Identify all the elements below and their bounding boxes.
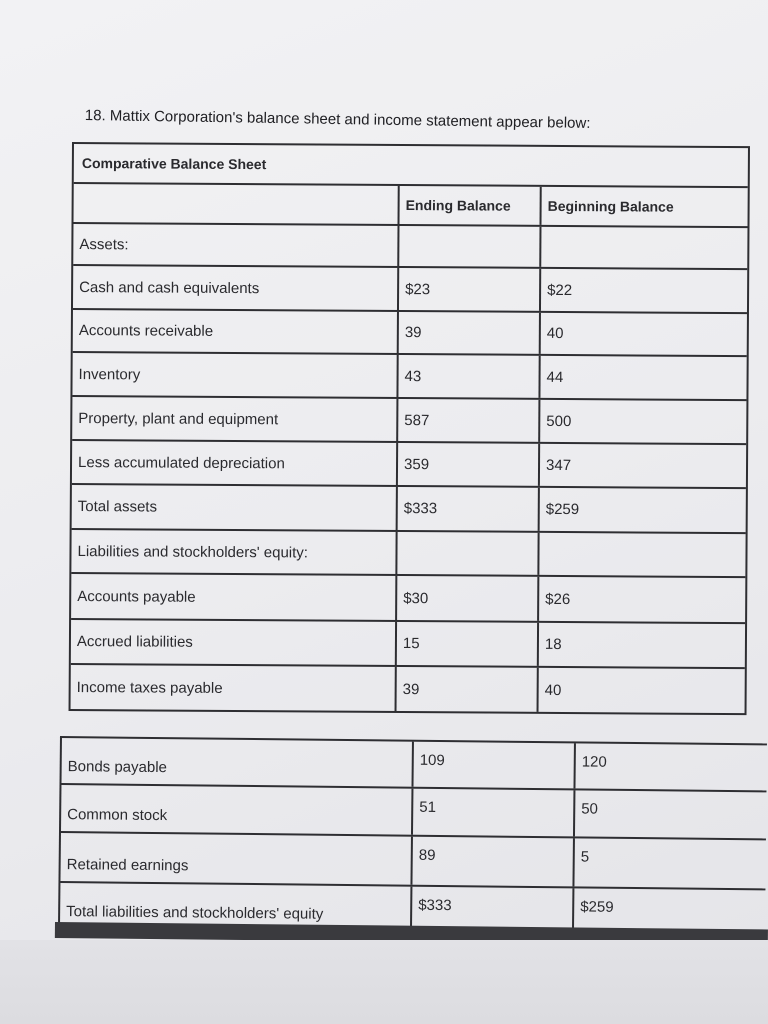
ending-value: 109	[413, 742, 575, 789]
row-label: Inventory	[72, 353, 398, 397]
beginning-value: $22	[547, 281, 573, 299]
ending-value: 359	[398, 443, 540, 486]
ending-value	[397, 532, 539, 575]
row-label: Property, plant and equipment	[72, 397, 398, 441]
row-label: Total liabilities and stockholders' equity	[60, 883, 412, 932]
table-row	[72, 353, 746, 401]
ending-value: $23	[399, 268, 541, 311]
row-label: Accounts payable	[71, 574, 397, 620]
beginning-value: 50	[581, 800, 599, 818]
table-row	[71, 665, 745, 713]
table-row	[71, 574, 745, 624]
ending-value: 587	[398, 399, 540, 442]
table-row	[72, 485, 746, 534]
beginning-value: 5	[580, 848, 590, 866]
ending-value: 15	[397, 622, 539, 666]
row-label: Accounts receivable	[73, 310, 399, 353]
row-label: Bonds payable	[62, 738, 414, 787]
ending-value: $333	[398, 487, 540, 531]
row-label: Retained earnings	[60, 833, 412, 885]
ending-value: 39	[399, 312, 541, 354]
ending-value: 43	[398, 355, 540, 398]
row-label: Less accumulated depreciation	[72, 441, 398, 485]
table-row	[61, 738, 766, 792]
paper-bottom-area	[0, 940, 768, 1024]
balance-sheet-table-continued	[58, 736, 767, 937]
beginning-value: 18	[544, 635, 562, 654]
header-cell: Beginning Balance	[547, 197, 674, 215]
beginning-value	[541, 227, 747, 268]
table-row	[73, 310, 747, 357]
beginning-value: $259	[580, 898, 614, 916]
table-row	[73, 266, 747, 314]
table-row	[71, 620, 745, 669]
ending-value: $30	[397, 576, 539, 621]
table-row	[72, 397, 746, 445]
header-row	[73, 184, 747, 228]
table-row	[60, 833, 765, 890]
table-caption: Comparative Balance Sheet	[74, 144, 748, 188]
ending-value	[399, 226, 541, 267]
header-cell	[74, 184, 400, 224]
beginning-value: 120	[581, 753, 607, 771]
ending-value: 51	[413, 789, 575, 837]
beginning-value: 500	[546, 412, 572, 430]
beginning-value: $259	[545, 500, 580, 519]
beginning-value: $26	[545, 590, 571, 608]
beginning-value: 347	[545, 456, 572, 474]
table-row	[61, 785, 766, 840]
beginning-value: 40	[544, 681, 562, 699]
row-label: Assets:	[73, 224, 399, 266]
table-row	[72, 441, 746, 489]
row-label: Common stock	[61, 785, 413, 835]
header-cell: Ending Balance	[400, 186, 542, 225]
table-row	[71, 530, 745, 578]
beginning-value: 40	[546, 324, 564, 343]
table-row	[73, 224, 747, 270]
row-label: Income taxes payable	[71, 665, 397, 711]
beginning-value: 44	[546, 368, 564, 386]
row-label: Accrued liabilities	[71, 620, 397, 665]
row-label: Cash and cash equivalents	[73, 266, 399, 310]
ending-value: $333	[412, 887, 574, 934]
row-label: Total assets	[72, 485, 398, 530]
ending-value: 89	[412, 837, 574, 887]
question-text: 18. Mattix Corporation's balance sheet and income statement appear below:	[84, 107, 591, 132]
beginning-value	[539, 533, 745, 576]
row-label: Liabilities and stockholders' equity:	[71, 530, 397, 574]
balance-sheet-table	[69, 142, 750, 715]
ending-value: 39	[397, 667, 539, 712]
